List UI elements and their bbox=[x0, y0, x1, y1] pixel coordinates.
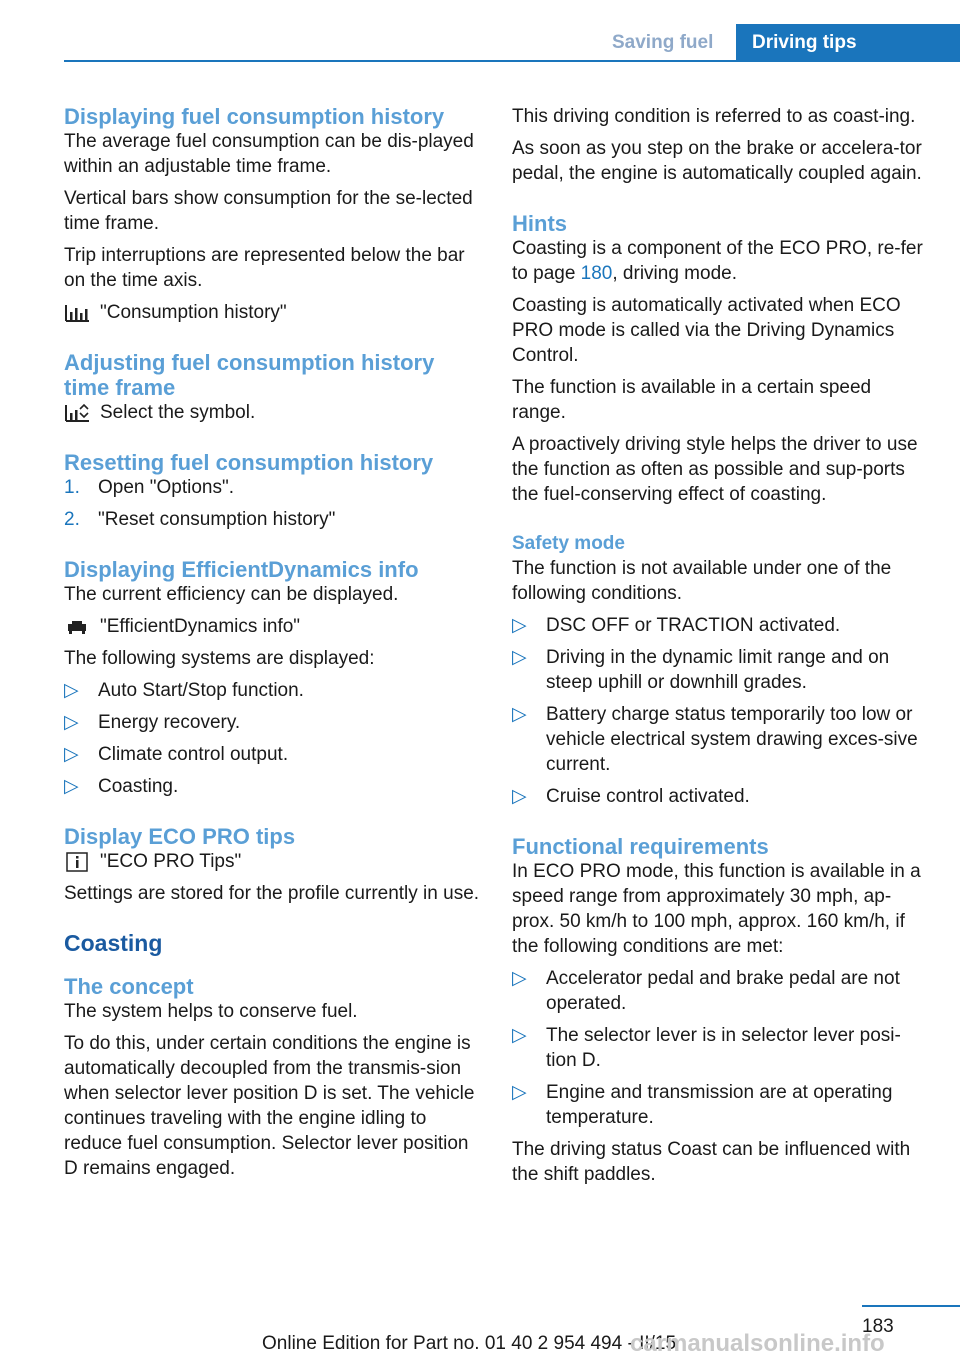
heading-reset: Resetting fuel consumption history bbox=[64, 450, 434, 475]
step-number: 2. bbox=[64, 509, 80, 530]
list-item: ▷ Energy recovery. bbox=[64, 712, 241, 733]
para: The system helps to conserve fuel. bbox=[64, 1001, 358, 1022]
heading-coasting: Coasting bbox=[64, 930, 163, 956]
bullet-icon: ▷ bbox=[64, 680, 79, 701]
list-item: ▷ DSC OFF or TRACTION activated. bbox=[512, 615, 841, 636]
para: Vertical bars show consumption for the se-lected time frame. bbox=[64, 188, 473, 234]
para: Settings are stored for the profile currently in use. bbox=[64, 883, 480, 904]
tips-menu-label: "ECO PRO Tips" bbox=[100, 851, 242, 872]
ed-menu-line bbox=[64, 614, 480, 639]
header-chapter-tab: Driving tips bbox=[736, 24, 960, 62]
para: The average fuel consumption can be dis-played within an adjustable time frame. bbox=[64, 131, 474, 177]
bullet-icon: ▷ bbox=[512, 968, 527, 989]
para: The function is available in a certain speed range. bbox=[512, 377, 872, 423]
para: The following systems are displayed: bbox=[64, 648, 375, 669]
header-section: Saving fuel bbox=[612, 32, 714, 53]
safety-list bbox=[512, 613, 928, 809]
tips-menu-line bbox=[64, 849, 480, 874]
heading-efficientdynamics: Displaying EfficientDynamics info bbox=[64, 557, 419, 582]
bullet-icon: ▷ bbox=[512, 1025, 527, 1046]
heading-functional-requirements: Functional requirements bbox=[512, 834, 769, 859]
para: Trip interruptions are represented below the bar on the time axis. bbox=[64, 245, 465, 291]
list-item: ▷ Climate control output. bbox=[64, 744, 289, 765]
para: A proactively driving style helps the driver to use the function as often as possible and sup-ports the fuel-conserving effect of coasting. bbox=[512, 434, 918, 505]
car-icon bbox=[64, 617, 90, 637]
edition-note: Online Edition for Part no. 01 40 2 954 494 - II/15 bbox=[262, 1333, 677, 1354]
bullet-icon: ▷ bbox=[512, 615, 527, 636]
list-item: ▷ Auto Start/Stop function. bbox=[64, 680, 304, 701]
list-item: ▷ Driving in the dynamic limit range and on steep uphill or downhill grades. bbox=[512, 647, 890, 693]
list-item: ▷ Accelerator pedal and brake pedal are not operated. bbox=[512, 968, 900, 1014]
ed-menu-label: "EfficientDynamics info" bbox=[100, 616, 301, 637]
history-menu-line bbox=[64, 300, 480, 325]
bullet-icon: ▷ bbox=[64, 712, 79, 733]
adjust-label: Select the symbol. bbox=[100, 402, 256, 423]
para: The function is not available under one of the following conditions. bbox=[512, 558, 892, 604]
left-column bbox=[64, 104, 480, 1188]
page-number: 183 bbox=[862, 1316, 894, 1337]
list-item: 2. "Reset consumption history" bbox=[64, 509, 336, 530]
heading-safety-mode: Safety mode bbox=[512, 533, 625, 554]
list-item: ▷ Battery charge status temporarily too low or vehicle electrical system drawing exces-sive current. bbox=[512, 704, 918, 775]
watermark: carmanualsonline.info bbox=[630, 1330, 885, 1357]
systems-list bbox=[64, 678, 480, 799]
adjust-line bbox=[64, 400, 480, 425]
heading-concept: The concept bbox=[64, 974, 194, 999]
history-menu-label: "Consumption history" bbox=[100, 302, 287, 323]
para: Coasting is automatically activated when ECO PRO mode is called via the Driving Dynamics Control. bbox=[512, 295, 901, 366]
bullet-icon: ▷ bbox=[64, 776, 79, 797]
reset-steps bbox=[64, 475, 480, 532]
para: In ECO PRO mode, this function is available in a speed range from approximately 30 mph, ap-prox. 50 km/h to 100 mph, approx. 160 km/h, if the following conditions are met: bbox=[512, 861, 921, 957]
bullet-icon: ▷ bbox=[64, 744, 79, 765]
list-item: ▷ Coasting. bbox=[64, 776, 179, 797]
bar-chart-icon bbox=[64, 303, 90, 323]
heading-eco-pro-tips: Display ECO PRO tips bbox=[64, 824, 296, 849]
bullet-icon: ▷ bbox=[512, 1082, 527, 1103]
bullet-icon: ▷ bbox=[512, 786, 527, 807]
list-item: 1. Open "Options". bbox=[64, 477, 235, 498]
heading-hints: Hints bbox=[512, 211, 567, 236]
para: Coasting is a component of the ECO PRO, re-fer to page 180, driving mode. bbox=[512, 238, 923, 284]
bullet-icon: ▷ bbox=[512, 647, 527, 668]
heading-adjust: Adjusting fuel consumption history time frame bbox=[64, 350, 435, 400]
heading-history: Displaying fuel consumption history bbox=[64, 104, 445, 129]
para: To do this, under certain conditions the engine is automatically decoupled from the transmis-sion when selector lever position D is set. The vehicle continues traveling with the engine idling to reduce fuel consumption. Selector lever position D remains engaged. bbox=[64, 1033, 475, 1179]
right-column bbox=[512, 104, 928, 1194]
para: The current efficiency can be displayed. bbox=[64, 584, 399, 605]
bullet-icon: ▷ bbox=[512, 704, 527, 725]
footer-rule bbox=[862, 1305, 960, 1307]
page-link[interactable]: 180 bbox=[580, 263, 613, 284]
info-icon bbox=[64, 852, 90, 872]
step-number: 1. bbox=[64, 477, 80, 498]
list-item: ▷ The selector lever is in selector lever posi-tion D. bbox=[512, 1025, 901, 1071]
para: The driving status Coast can be influenced with the shift paddles. bbox=[512, 1139, 911, 1185]
requirements-list bbox=[512, 966, 928, 1130]
para: As soon as you step on the brake or accelera-tor pedal, the engine is automatically coupled again. bbox=[512, 138, 922, 184]
list-item: ▷ Engine and transmission are at operating temperature. bbox=[512, 1082, 893, 1128]
list-item: ▷ Cruise control activated. bbox=[512, 786, 750, 807]
para: This driving condition is referred to as coast-ing. bbox=[512, 106, 916, 127]
time-frame-icon bbox=[64, 403, 90, 423]
